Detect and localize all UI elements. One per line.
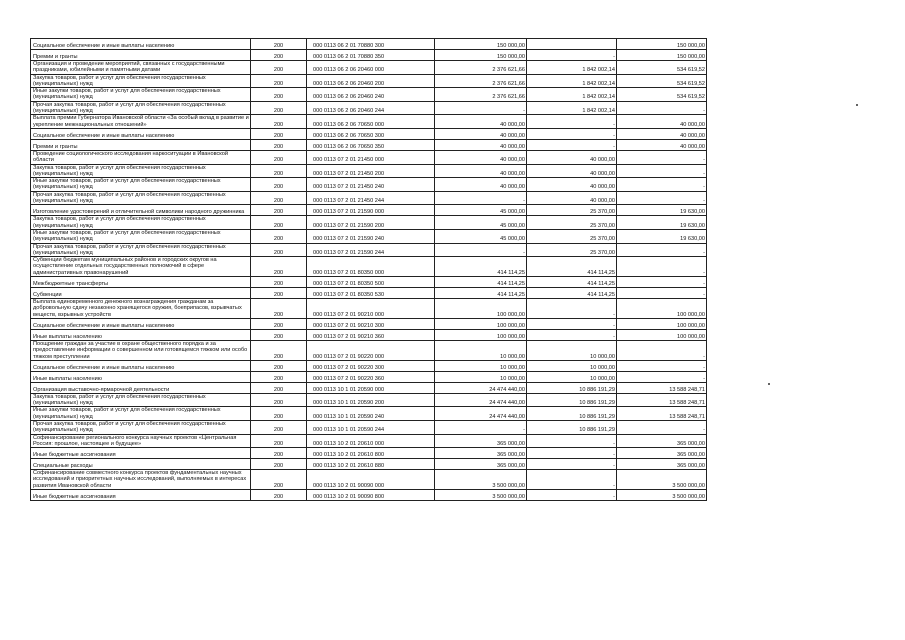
- row-approved-amount: 40 000,00: [435, 164, 527, 178]
- row-classification-code: 000 0113 06 2 06 70650 000: [307, 115, 435, 129]
- row-approved-amount: -: [435, 191, 527, 205]
- row-approved-amount: 3 500 000,00: [435, 470, 527, 490]
- row-unexecuted-amount: 365 000,00: [617, 434, 707, 448]
- table-row: [31, 115, 707, 129]
- row-unexecuted-amount: 100 000,00: [617, 318, 707, 329]
- table-row: [31, 243, 707, 257]
- row-unexecuted-amount: 150 000,00: [617, 50, 707, 61]
- table-row: [31, 139, 707, 150]
- table-row: [31, 318, 707, 329]
- row-unexecuted-amount: 534 619,52: [617, 61, 707, 75]
- table-row: [31, 229, 707, 243]
- row-approved-amount: 24 474 440,00: [435, 382, 527, 393]
- row-line-code: 200: [251, 470, 307, 490]
- row-name: Иные выплаты населению: [31, 371, 251, 382]
- row-line-code: 200: [251, 329, 307, 340]
- table-row: [31, 371, 707, 382]
- table-row: [31, 393, 707, 407]
- row-name: Организация выставочно-ярмарочной деятельности: [31, 382, 251, 393]
- row-executed-amount: 1 842 002,14: [527, 101, 617, 115]
- row-executed-amount: 10 000,00: [527, 371, 617, 382]
- row-unexecuted-amount: -: [617, 243, 707, 257]
- row-name: Иные бюджетные ассигнования: [31, 448, 251, 459]
- row-unexecuted-amount: -: [617, 340, 707, 360]
- row-line-code: 200: [251, 178, 307, 192]
- row-classification-code: 000 0113 07 2 01 90220 360: [307, 371, 435, 382]
- row-executed-amount: 10 886 191,29: [527, 420, 617, 434]
- row-line-code: 200: [251, 299, 307, 319]
- table-row: [31, 191, 707, 205]
- row-unexecuted-amount: 19 630,00: [617, 216, 707, 230]
- row-name: Премии и гранты: [31, 50, 251, 61]
- row-approved-amount: 24 474 440,00: [435, 393, 527, 407]
- row-classification-code: 000 0113 07 2 01 21450 000: [307, 150, 435, 164]
- row-classification-code: 000 0113 06 2 01 70880 300: [307, 39, 435, 50]
- table-row: [31, 470, 707, 490]
- table-row: [31, 434, 707, 448]
- row-classification-code: 000 0113 07 2 01 80350 530: [307, 288, 435, 299]
- row-unexecuted-amount: -: [617, 164, 707, 178]
- row-unexecuted-amount: -: [617, 150, 707, 164]
- table-row: [31, 150, 707, 164]
- row-unexecuted-amount: 13 588 248,71: [617, 382, 707, 393]
- row-executed-amount: 10 000,00: [527, 360, 617, 371]
- row-classification-code: 000 0113 10 1 01 20590 244: [307, 420, 435, 434]
- row-approved-amount: 365 000,00: [435, 434, 527, 448]
- row-unexecuted-amount: 534 619,52: [617, 74, 707, 88]
- row-unexecuted-amount: 3 500 000,00: [617, 470, 707, 490]
- row-name: Закупка товаров, работ и услуг для обеспечения государственных (муниципальных) нужд: [31, 74, 251, 88]
- row-approved-amount: 2 376 621,66: [435, 74, 527, 88]
- row-line-code: 200: [251, 340, 307, 360]
- row-classification-code: 000 0113 07 2 01 90220 300: [307, 360, 435, 371]
- row-name: Иные закупки товаров, работ и услуг для обеспечения государственных (муниципальных) нужд: [31, 229, 251, 243]
- row-executed-amount: 25 370,00: [527, 243, 617, 257]
- row-line-code: 200: [251, 459, 307, 470]
- table-row: [31, 360, 707, 371]
- row-approved-amount: 45 000,00: [435, 205, 527, 216]
- row-approved-amount: -: [435, 101, 527, 115]
- row-executed-amount: 414 114,25: [527, 277, 617, 288]
- row-unexecuted-amount: 365 000,00: [617, 448, 707, 459]
- row-approved-amount: 2 376 621,66: [435, 88, 527, 102]
- row-approved-amount: 40 000,00: [435, 150, 527, 164]
- row-unexecuted-amount: 40 000,00: [617, 139, 707, 150]
- row-line-code: 200: [251, 61, 307, 75]
- row-unexecuted-amount: -: [617, 420, 707, 434]
- table-row: [31, 420, 707, 434]
- scan-speck: [856, 104, 858, 106]
- row-executed-amount: -: [527, 115, 617, 129]
- row-line-code: 200: [251, 191, 307, 205]
- row-line-code: 200: [251, 490, 307, 501]
- row-unexecuted-amount: 40 000,00: [617, 128, 707, 139]
- row-approved-amount: 365 000,00: [435, 459, 527, 470]
- row-approved-amount: 150 000,00: [435, 39, 527, 50]
- table-row: [31, 407, 707, 421]
- row-name: Выплата единовременного денежного вознаграждения гражданам за добровольную сдачу незаконно хранящегося оружия, боеприпасов, взрывчатых веществ, взрывных устройств: [31, 299, 251, 319]
- row-unexecuted-amount: 3 500 000,00: [617, 490, 707, 501]
- row-executed-amount: 40 000,00: [527, 191, 617, 205]
- row-name: Иные закупки товаров, работ и услуг для обеспечения государственных (муниципальных) нужд: [31, 88, 251, 102]
- row-line-code: 200: [251, 150, 307, 164]
- row-executed-amount: -: [527, 318, 617, 329]
- row-line-code: 200: [251, 434, 307, 448]
- row-approved-amount: -: [435, 420, 527, 434]
- row-unexecuted-amount: 100 000,00: [617, 329, 707, 340]
- row-executed-amount: 1 842 002,14: [527, 61, 617, 75]
- row-executed-amount: 1 842 002,14: [527, 74, 617, 88]
- row-approved-amount: 365 000,00: [435, 448, 527, 459]
- row-executed-amount: -: [527, 50, 617, 61]
- table-row: [31, 178, 707, 192]
- row-executed-amount: 40 000,00: [527, 178, 617, 192]
- row-line-code: 200: [251, 101, 307, 115]
- row-classification-code: 000 0113 10 1 01 20590 000: [307, 382, 435, 393]
- row-classification-code: 000 0113 06 2 06 20460 200: [307, 74, 435, 88]
- table-row: [31, 277, 707, 288]
- row-line-code: 200: [251, 39, 307, 50]
- table-row: [31, 448, 707, 459]
- row-approved-amount: 100 000,00: [435, 329, 527, 340]
- row-name: Специальные расходы: [31, 459, 251, 470]
- row-classification-code: 000 0113 07 2 01 80350 000: [307, 257, 435, 277]
- row-unexecuted-amount: -: [617, 277, 707, 288]
- row-name: Прочая закупка товаров, работ и услуг для обеспечения государственных (муниципальных) нужд: [31, 243, 251, 257]
- row-name: Организация и проведение мероприятий, связанных с государственными праздниками, юбилейными и памятными датами: [31, 61, 251, 75]
- row-classification-code: 000 0113 07 2 01 21450 200: [307, 164, 435, 178]
- row-classification-code: 000 0113 10 2 01 20610 800: [307, 448, 435, 459]
- row-name: Закупка товаров, работ и услуг для обеспечения государственных (муниципальных) нужд: [31, 164, 251, 178]
- row-classification-code: 000 0113 07 2 01 21590 240: [307, 229, 435, 243]
- row-unexecuted-amount: -: [617, 360, 707, 371]
- row-line-code: 200: [251, 318, 307, 329]
- row-executed-amount: -: [527, 329, 617, 340]
- row-name: Премии и гранты: [31, 139, 251, 150]
- row-approved-amount: 3 500 000,00: [435, 490, 527, 501]
- row-classification-code: 000 0113 07 2 01 80350 500: [307, 277, 435, 288]
- table-row: [31, 205, 707, 216]
- row-executed-amount: -: [527, 490, 617, 501]
- table-row: [31, 459, 707, 470]
- row-name: Иные закупки товаров, работ и услуг для обеспечения государственных (муниципальных) нужд: [31, 407, 251, 421]
- row-approved-amount: 40 000,00: [435, 139, 527, 150]
- row-line-code: 200: [251, 371, 307, 382]
- row-approved-amount: 40 000,00: [435, 128, 527, 139]
- row-line-code: 200: [251, 205, 307, 216]
- row-executed-amount: 10 886 191,29: [527, 407, 617, 421]
- row-line-code: 200: [251, 420, 307, 434]
- row-line-code: 200: [251, 74, 307, 88]
- row-unexecuted-amount: 365 000,00: [617, 459, 707, 470]
- row-unexecuted-amount: 534 619,52: [617, 88, 707, 102]
- row-name: Поощрение граждан за участие в охране общественного порядка и за предоставление информации о совершенном или готовящемся тяжком или особо тяжком преступлении: [31, 340, 251, 360]
- row-classification-code: 000 0113 07 2 01 21590 200: [307, 216, 435, 230]
- row-unexecuted-amount: 13 588 248,71: [617, 393, 707, 407]
- row-approved-amount: 45 000,00: [435, 229, 527, 243]
- row-name: Социальное обеспечение и иные выплаты населению: [31, 39, 251, 50]
- row-classification-code: 000 0113 07 2 01 90210 300: [307, 318, 435, 329]
- row-line-code: 200: [251, 115, 307, 129]
- row-unexecuted-amount: -: [617, 178, 707, 192]
- row-unexecuted-amount: -: [617, 257, 707, 277]
- row-name: Закупка товаров, работ и услуг для обеспечения государственных (муниципальных) нужд: [31, 216, 251, 230]
- row-executed-amount: -: [527, 470, 617, 490]
- row-approved-amount: 10 000,00: [435, 360, 527, 371]
- row-classification-code: 000 0113 07 2 01 21450 240: [307, 178, 435, 192]
- row-name: Изготовление удостоверений и отличительной символики народного дружинника: [31, 205, 251, 216]
- row-unexecuted-amount: 13 588 248,71: [617, 407, 707, 421]
- table-row: [31, 288, 707, 299]
- row-executed-amount: 414 114,25: [527, 257, 617, 277]
- table-row: [31, 216, 707, 230]
- row-name: Прочая закупка товаров, работ и услуг для обеспечения государственных (муниципальных) нужд: [31, 191, 251, 205]
- row-classification-code: 000 0113 06 2 06 70650 350: [307, 139, 435, 150]
- row-line-code: 200: [251, 448, 307, 459]
- row-approved-amount: 40 000,00: [435, 178, 527, 192]
- row-name: Социальное обеспечение и иные выплаты населению: [31, 128, 251, 139]
- row-classification-code: 000 0113 07 2 01 21590 000: [307, 205, 435, 216]
- row-classification-code: 000 0113 07 2 01 21450 244: [307, 191, 435, 205]
- row-approved-amount: 10 000,00: [435, 371, 527, 382]
- row-line-code: 200: [251, 407, 307, 421]
- row-classification-code: 000 0113 10 2 01 20610 880: [307, 459, 435, 470]
- row-approved-amount: 2 376 621,66: [435, 61, 527, 75]
- row-executed-amount: 25 370,00: [527, 216, 617, 230]
- row-approved-amount: 40 000,00: [435, 115, 527, 129]
- row-executed-amount: -: [527, 128, 617, 139]
- row-approved-amount: 414 114,25: [435, 288, 527, 299]
- row-line-code: 200: [251, 164, 307, 178]
- row-name: Прочая закупка товаров, работ и услуг для обеспечения государственных (муниципальных) нужд: [31, 101, 251, 115]
- table-body: [31, 39, 707, 501]
- table-row: [31, 164, 707, 178]
- table-row: [31, 257, 707, 277]
- row-classification-code: 000 0113 07 2 01 90220 000: [307, 340, 435, 360]
- row-name: Субвенции бюджетам муниципальных районов и городских округов на осуществление отдельных государственных полномочий в сфере административных правонарушений: [31, 257, 251, 277]
- row-name: Социальное обеспечение и иные выплаты населению: [31, 318, 251, 329]
- row-executed-amount: -: [527, 299, 617, 319]
- row-line-code: 200: [251, 393, 307, 407]
- row-unexecuted-amount: 19 630,00: [617, 205, 707, 216]
- row-classification-code: 000 0113 06 2 01 70880 350: [307, 50, 435, 61]
- row-line-code: 200: [251, 382, 307, 393]
- row-line-code: 200: [251, 128, 307, 139]
- row-line-code: 200: [251, 288, 307, 299]
- row-unexecuted-amount: 40 000,00: [617, 115, 707, 129]
- row-unexecuted-amount: 19 630,00: [617, 229, 707, 243]
- row-name: Межбюджетные трансферты: [31, 277, 251, 288]
- row-classification-code: 000 0113 07 2 01 90210 360: [307, 329, 435, 340]
- row-classification-code: 000 0113 07 2 01 90210 000: [307, 299, 435, 319]
- table-row: [31, 39, 707, 50]
- row-unexecuted-amount: -: [617, 371, 707, 382]
- row-classification-code: 000 0113 10 2 01 90090 800: [307, 490, 435, 501]
- row-name: Субвенции: [31, 288, 251, 299]
- row-executed-amount: -: [527, 459, 617, 470]
- row-name: Проведение социологического исследования наркоситуации в Ивановской области: [31, 150, 251, 164]
- row-unexecuted-amount: -: [617, 101, 707, 115]
- row-executed-amount: 414 114,25: [527, 288, 617, 299]
- row-approved-amount: 414 114,25: [435, 257, 527, 277]
- budget-execution-table: [30, 38, 707, 501]
- row-approved-amount: 100 000,00: [435, 299, 527, 319]
- row-approved-amount: 10 000,00: [435, 340, 527, 360]
- row-classification-code: 000 0113 06 2 06 20460 240: [307, 88, 435, 102]
- table-row: [31, 382, 707, 393]
- row-classification-code: 000 0113 10 2 01 90090 000: [307, 470, 435, 490]
- row-executed-amount: 40 000,00: [527, 164, 617, 178]
- row-approved-amount: 414 114,25: [435, 277, 527, 288]
- table-row: [31, 128, 707, 139]
- row-classification-code: 000 0113 06 2 06 20460 000: [307, 61, 435, 75]
- row-executed-amount: 25 370,00: [527, 205, 617, 216]
- row-name: Прочая закупка товаров, работ и услуг для обеспечения государственных (муниципальных) нужд: [31, 420, 251, 434]
- row-name: Социальное обеспечение и иные выплаты населению: [31, 360, 251, 371]
- row-name: Выплата премии Губернатора Ивановской области «За особый вклад в развитие и укрепление межнациональных отношений»: [31, 115, 251, 129]
- row-name: Иные бюджетные ассигнования: [31, 490, 251, 501]
- row-executed-amount: 10 000,00: [527, 340, 617, 360]
- table-row: [31, 490, 707, 501]
- row-executed-amount: 1 842 002,14: [527, 88, 617, 102]
- row-classification-code: 000 0113 06 2 06 20460 244: [307, 101, 435, 115]
- table-row: [31, 340, 707, 360]
- row-name: Иные выплаты населению: [31, 329, 251, 340]
- table-row: [31, 101, 707, 115]
- row-classification-code: 000 0113 10 1 01 20590 240: [307, 407, 435, 421]
- row-name: Софинансирование регионального конкурса научных проектов «Центральная Россия: прошлое, настоящее и будущее»: [31, 434, 251, 448]
- row-executed-amount: 10 886 191,29: [527, 393, 617, 407]
- row-classification-code: 000 0113 07 2 01 21590 244: [307, 243, 435, 257]
- row-line-code: 200: [251, 229, 307, 243]
- row-classification-code: 000 0113 10 1 01 20590 200: [307, 393, 435, 407]
- row-classification-code: 000 0113 06 2 06 70650 300: [307, 128, 435, 139]
- row-unexecuted-amount: -: [617, 191, 707, 205]
- row-executed-amount: 25 370,00: [527, 229, 617, 243]
- row-executed-amount: [527, 39, 617, 50]
- row-line-code: 200: [251, 360, 307, 371]
- row-name: Иные закупки товаров, работ и услуг для обеспечения государственных (муниципальных) нужд: [31, 178, 251, 192]
- row-line-code: 200: [251, 257, 307, 277]
- row-classification-code: 000 0113 10 2 01 20610 000: [307, 434, 435, 448]
- row-approved-amount: -: [435, 243, 527, 257]
- table-row: [31, 50, 707, 61]
- table-row: [31, 299, 707, 319]
- table-row: [31, 61, 707, 75]
- row-approved-amount: 45 000,00: [435, 216, 527, 230]
- row-executed-amount: -: [527, 448, 617, 459]
- row-line-code: 200: [251, 88, 307, 102]
- row-unexecuted-amount: 150 000,00: [617, 39, 707, 50]
- table-row: [31, 329, 707, 340]
- row-name: Закупка товаров, работ и услуг для обеспечения государственных (муниципальных) нужд: [31, 393, 251, 407]
- row-approved-amount: 100 000,00: [435, 318, 527, 329]
- row-executed-amount: -: [527, 434, 617, 448]
- row-executed-amount: 40 000,00: [527, 150, 617, 164]
- row-approved-amount: 24 474 440,00: [435, 407, 527, 421]
- row-line-code: 200: [251, 50, 307, 61]
- table-row: [31, 88, 707, 102]
- row-executed-amount: 10 886 191,29: [527, 382, 617, 393]
- row-name: Софинансирование совместного конкурса проектов фундаментальных научных исследований и приоритетных научных исследований, выполняемых в интересах развития Ивановской области: [31, 470, 251, 490]
- row-unexecuted-amount: 100 000,00: [617, 299, 707, 319]
- row-approved-amount: 150 000,00: [435, 50, 527, 61]
- row-line-code: 200: [251, 277, 307, 288]
- row-executed-amount: -: [527, 139, 617, 150]
- scan-speck: [768, 383, 770, 385]
- row-line-code: 200: [251, 216, 307, 230]
- table-row: [31, 74, 707, 88]
- row-unexecuted-amount: -: [617, 288, 707, 299]
- row-line-code: 200: [251, 139, 307, 150]
- row-line-code: 200: [251, 243, 307, 257]
